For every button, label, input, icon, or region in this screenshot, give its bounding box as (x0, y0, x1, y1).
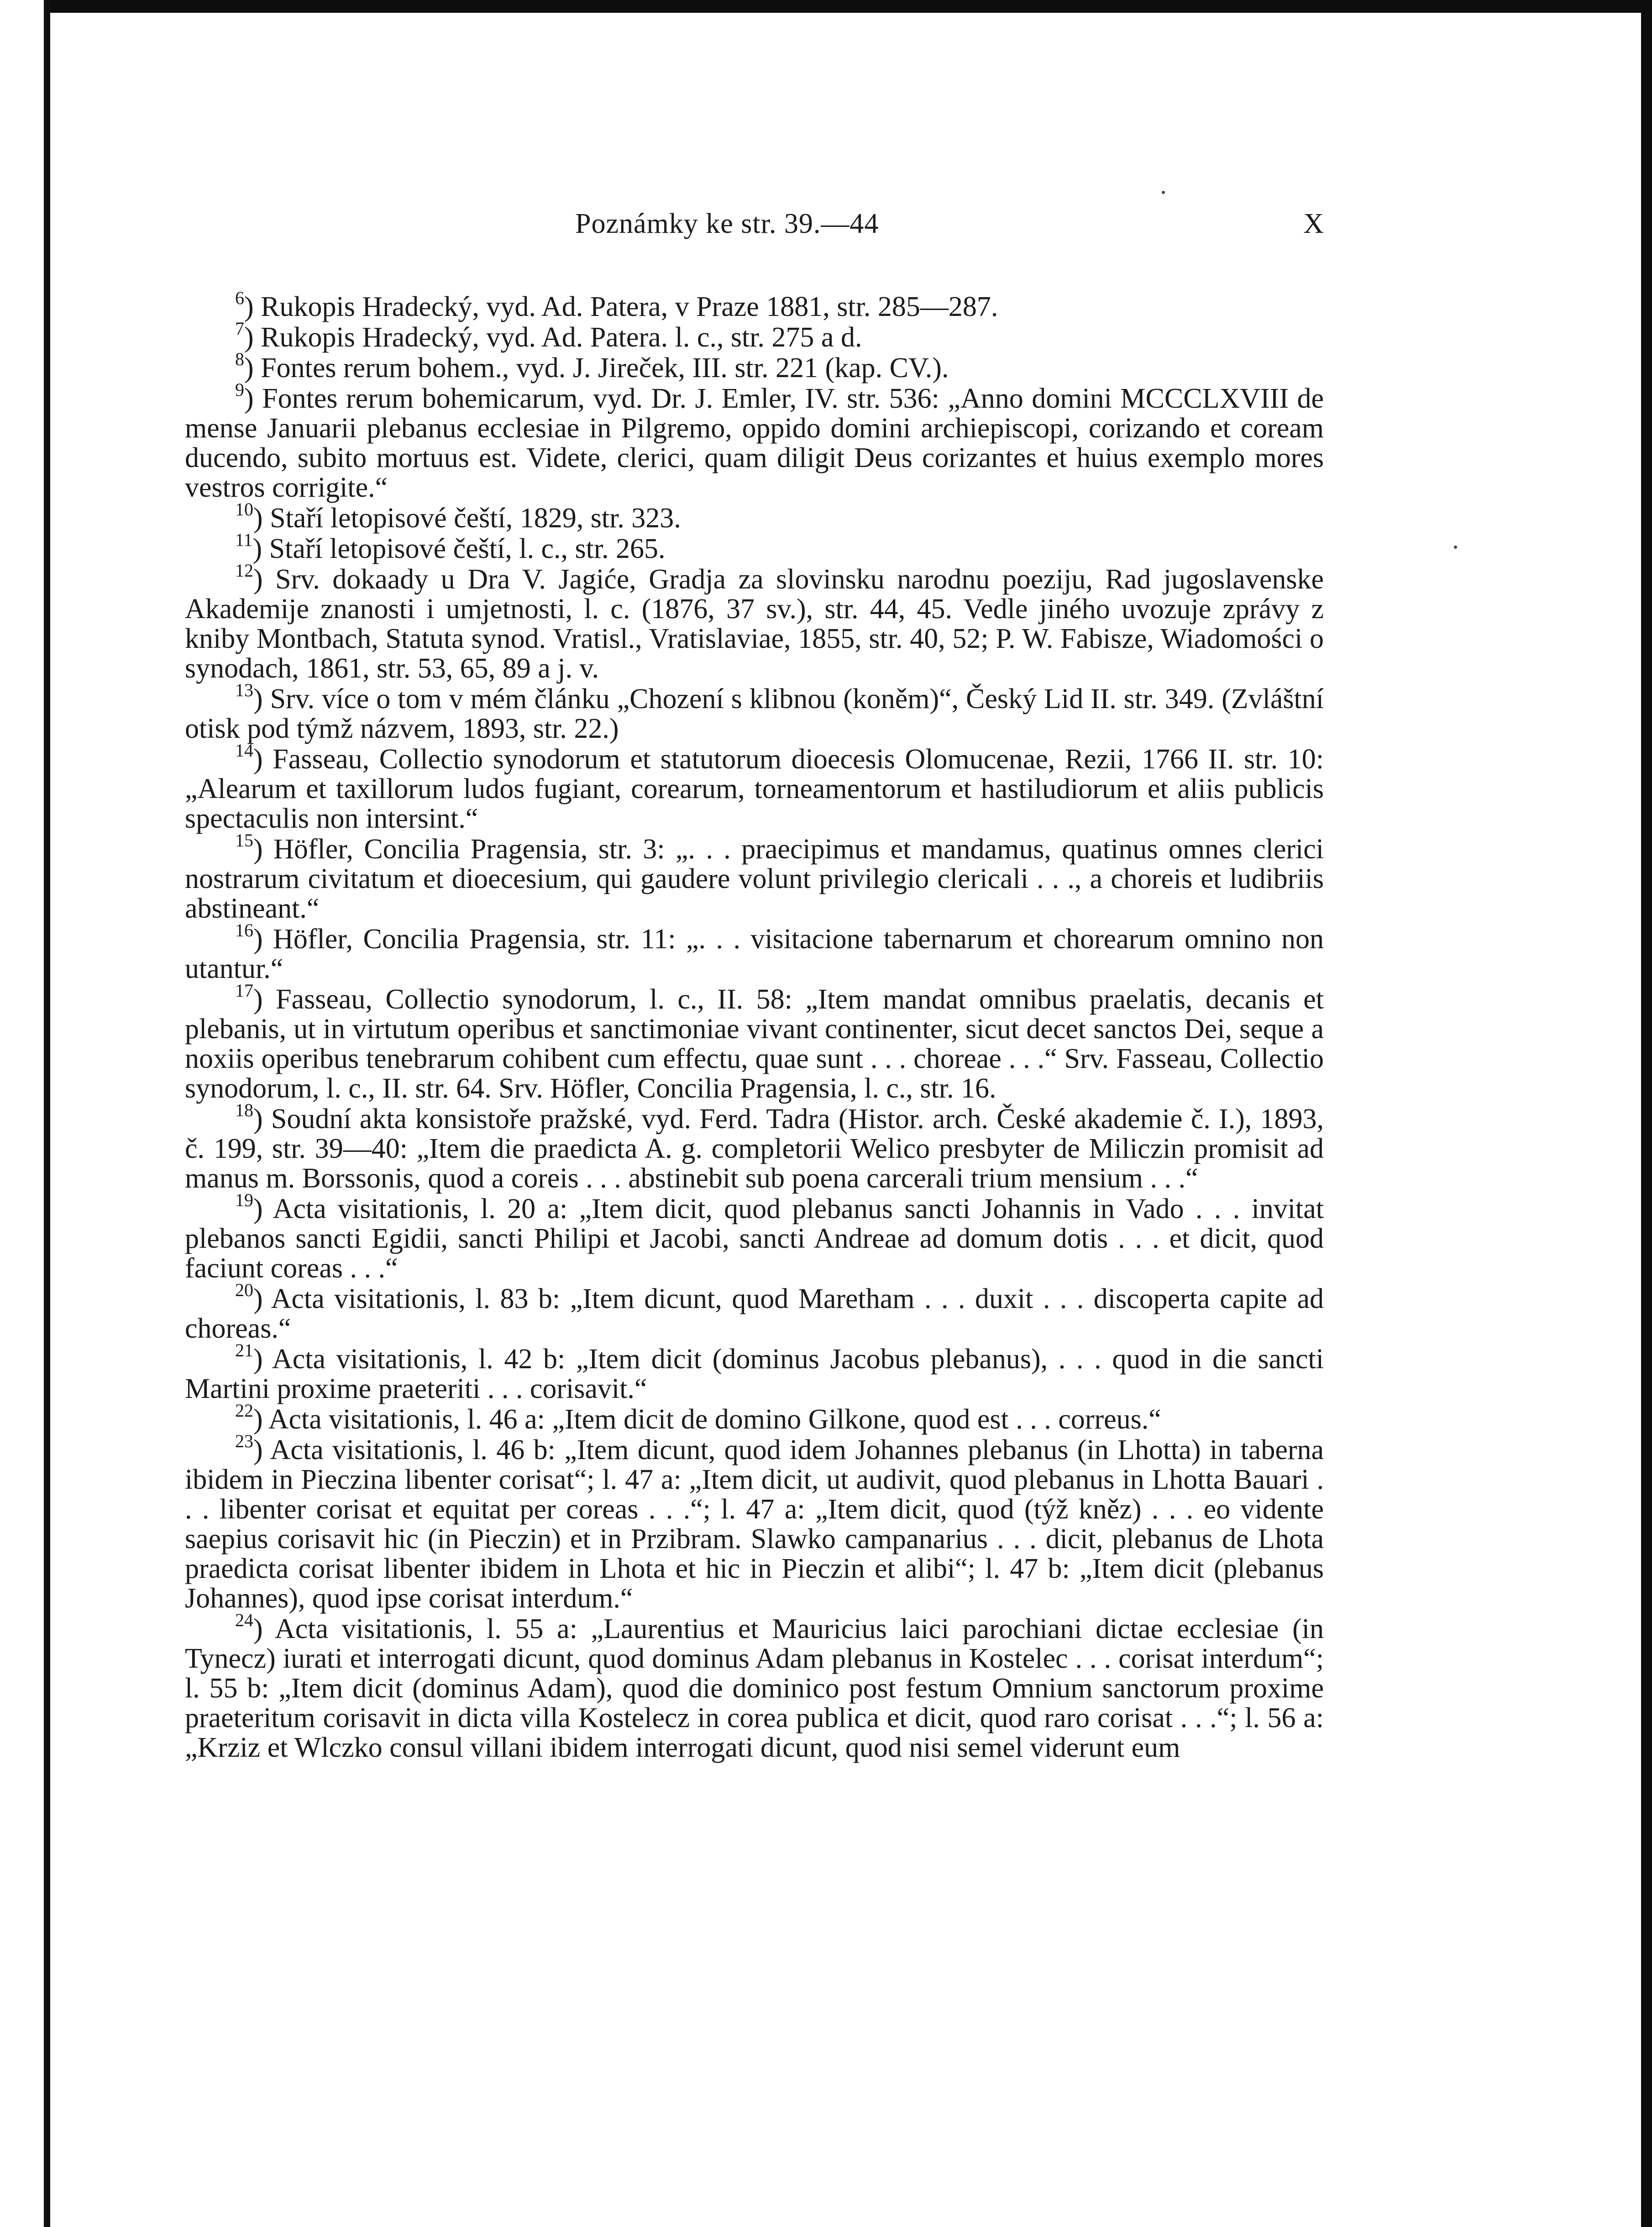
footnote-text: Rukopis Hradecký, vyd. Ad. Patera. l. c., str. 275 a d. (261, 322, 862, 353)
footnote-text: Soudní akta konsistoře pražské, vyd. Ferd. Tadra (Histor. arch. České akademie č. I.), 1893, č. 199, str. 39—40: „Item die praedicta A. g. completorii Welico presbyter de Miliczin promisit ad manus m. Borssonis, quod a coreis . . . abstinebit sub poena carcerali trium mensium . . .“ (185, 1103, 1324, 1194)
footnote-10: $^{10}$) Staří letopisové čeští, 1829, str. 323. (235, 499, 681, 534)
scan-speck (1162, 191, 1165, 194)
running-head-title: Poznámky ke str. 39.—44 (575, 208, 879, 239)
footnote-23: $^{23}$) Acta visitationis, l. 46 b: „Item dicunt, quod idem Johannes plebanus (in Lhotta) in taberna ibidem in Pieczina libenter corisat“; l. 47 a: „Item dicit, ut audivit, quod plebanus in Lhotta Bauari . . . libenter corisat et equitat per coreas . . .“; l. 47 a: „Item dicit, quod (týž kněz) . . . eo vidente saepius corisavit hic (in Pieczin) et in Przibram. Slawko campanarius . . . dicit, plebanus de Lhota praedicta corisat libenter ibidem in Lhota et hic in Pieczin et alibi“; l. 47 b: „Item dicit (plebanus Johannes), quod ipse corisat interdum.“ (185, 1431, 1324, 1614)
page-folio: X (1303, 208, 1324, 239)
footnote-marker: 22 (235, 1400, 253, 1421)
footnote-18: $^{18}$) Soudní akta konsistoře pražské, vyd. Ferd. Tadra (Histor. arch. České akademie č. I.), 1893, č. 199, str. 39—40: „Item die praedicta A. g. completorii Welico presbyter de Miliczin promisit ad manus m. Borssonis, quod a coreis . . . abstinebit sub poena carcerali trium mensium . . .“ (185, 1100, 1324, 1194)
footnote-text: Srv. dokaady u Dra V. Jagiće, Gradja za slovinsku narodnu poeziju, Rad jugoslavenske Akademije znanosti i umjetnosti, l. c. (1876, 37 sv.), str. 44, 45. Vedle jiného uvozuje zprávy z kniby Montbach, Statuta synod. Vratisl., Vratislaviae, 1855, str. 40, 52; P. W. Fabisze, Wiadomości o synodach, 1861, str. 53, 65, 89 a j. v. (185, 564, 1324, 684)
footnote-text: Acta visitationis, l. 42 b: „Item dicit (dominus Jacobus plebanus), . . . quod in die sancti Martini proxime praeteriti . . . corisavit.“ (185, 1344, 1324, 1404)
footnote-text: Acta visitationis, l. 20 a: „Item dicit, quod plebanus sancti Johannis in Vado . . . invitat plebanos sancti Egidii, sancti Philipi et Jacobi, sancti Andreae ad domum dotis . . . et dicit, quod faciunt coreas . . .“ (185, 1193, 1324, 1284)
footnote-text: Staří letopisové čeští, l. c., str. 265. (269, 533, 666, 564)
footnote-16: $^{16}$) Höfler, Concilia Pragensia, str. 11: „. . . visitacione tabernarum et chorearum omnino non utantur.“ (185, 920, 1324, 984)
scan-left-border (44, 0, 50, 2227)
footnote-text: Rukopis Hradecký, vyd. Ad. Patera, v Praze 1881, str. 285—287. (261, 291, 998, 322)
footnote-marker: 13 (235, 680, 253, 700)
footnote-marker: 11 (235, 530, 253, 550)
footnote-text: Fasseau, Collectio synodorum, l. c., II. 58: „Item mandat omnibus praelatis, decanis et plebanis, ut in virtutum operibus et sanctimoniae vivant continenter, sicut decet sanctos Dei, seque a noxiis operibus tenebrarum cohibent cum effectu, quae sunt . . . choreae . . .“ Srv. Fasseau, Collectio synodorum, l. c., II. str. 64. Srv. Höfler, Concilia Pragensia, l. c., str. 16. (185, 984, 1324, 1104)
footnote-marker: 20 (235, 1280, 253, 1300)
footnote-text: Srv. více o tom v mém článku „Chození s klibnou (koněm)“, Český Lid II. str. 349. (Zvláštní otisk pod týmž názvem, 1893, str. 22.) (185, 683, 1324, 744)
footnote-text: Höfler, Concilia Pragensia, str. 11: „. . . visitacione tabernarum et chorearum omnino non utantur.“ (185, 924, 1324, 984)
running-header (185, 208, 1324, 244)
footnote-text: Staří letopisové čeští, 1829, str. 323. (270, 503, 681, 534)
footnote-text: Höfler, Concilia Pragensia, str. 3: „. . . praecipimus et mandamus, quatinus omnes clerici nostrarum civitatum et dioecesium, qui gaudere volunt privilegio clericali . . ., a choreis et ludibriis abstineant.“ (185, 834, 1324, 924)
footnote-text: Acta visitationis, l. 46 b: „Item dicunt, quod idem Johannes plebanus (in Lhotta) in taberna ibidem in Pieczina libenter corisat“; l. 47 a: „Item dicit, ut audivit, quod plebanus in Lhotta Bauari . . . libenter corisat et equitat per coreas . . .“; l. 47 a: „Item dicit, quod (týž kněz) . . . eo vidente saepius corisavit hic (in Pieczin) et in Przibram. Slawko campanarius . . . dicit, plebanus de Lhota praedicta corisat libenter ibidem in Lhota et hic in Pieczin et alibi“; l. 47 b: „Item dicit (plebanus Johannes), quod ipse corisat interdum.“ (185, 1434, 1324, 1614)
footnote-text: Acta visitationis, l. 83 b: „Item dicunt, quod Maretham . . . duxit . . . discoperta capite ad choreas.“ (185, 1283, 1324, 1344)
footnote-text: Acta visitationis, l. 55 a: „Laurentius et Mauricius laici parochiani dictae ecclesiae (in Tynecz) iurati et interrogati dicunt, quod dominus Adam plebanus in Kostelec . . . corisat interdum“; l. 55 b: „Item dicit (dominus Adam), quod die dominico post festum Omnium sanctorum proxime praeteritum corisavit in dicta villa Kostelecz in corea publica et dicit, quod raro corisat . . .“; l. 56 a: „Krziz et Wlczko consul villani ibidem interrogati dicunt, quod nisi semel viderunt eum (185, 1613, 1324, 1763)
footnote-marker: 8 (235, 349, 244, 369)
footnote-text: Fasseau, Collectio synodorum et statutorum dioecesis Olomucenae, Rezii, 1766 II. str. 10: „Alearum et taxillorum ludos fugiant, corearum, torneamentorum et hastiludiorum et aliis publicis spectaculis non intersint.“ (185, 744, 1324, 834)
footnote-marker: 18 (235, 1100, 253, 1120)
footnote-11: $^{11}$) Staří letopisové čeští, l. c., str. 265. (235, 530, 666, 564)
footnote-marker: 12 (235, 560, 253, 581)
footnote-text: Acta visitationis, l. 46 a: „Item dicit de domino Gilkone, quod est . . . correus.“ (268, 1404, 1161, 1435)
footnote-marker: 21 (235, 1340, 253, 1360)
footnote-marker: 16 (235, 920, 253, 940)
footnote-marker: 23 (235, 1431, 253, 1451)
footnote-14: $^{14}$) Fasseau, Collectio synodorum et statutorum dioecesis Olomucenae, Rezii, 1766 II. str. 10: „Alearum et taxillorum ludos fugiant, corearum, torneamentorum et hastiludiorum et aliis publicis spectaculis non intersint.“ (185, 740, 1324, 834)
footnote-marker: 15 (235, 830, 253, 851)
footnote-12: $^{12}$) Srv. dokaady u Dra V. Jagiće, Gradja za slovinsku narodnu poeziju, Rad jugoslavenske Akademije znanosti i umjetnosti, l. c. (1876, 37 sv.), str. 44, 45. Vedle jiného uvozuje zprávy z kniby Montbach, Statuta synod. Vratisl., Vratislaviae, 1855, str. 40, 52; P. W. Fabisze, Wiadomości o synodach, 1861, str. 53, 65, 89 a j. v. (185, 560, 1324, 684)
footnote-21: $^{21}$) Acta visitationis, l. 42 b: „Item dicit (dominus Jacobus plebanus), . . . quod in die sancti Martini proxime praeteriti . . . corisavit.“ (185, 1340, 1324, 1404)
footnotes-block (185, 288, 1324, 2196)
footnote-17: $^{17}$) Fasseau, Collectio synodorum, l. c., II. 58: „Item mandat omnibus praelatis, decanis et plebanis, ut in virtutum operibus et sanctimoniae vivant continenter, sicut decet sanctos Dei, seque a noxiis operibus tenebrarum cohibent cum effectu, quae sunt . . . choreae . . .“ Srv. Fasseau, Collectio synodorum, l. c., II. str. 64. Srv. Höfler, Concilia Pragensia, l. c., str. 16. (185, 980, 1324, 1104)
footnote-13: $^{13}$) Srv. více o tom v mém článku „Chození s klibnou (koněm)“, Český Lid II. str. 349. (Zvláštní otisk pod týmž názvem, 1893, str. 22.) (185, 680, 1324, 744)
footnote-marker: 19 (235, 1190, 253, 1210)
scan-top-border (46, 0, 1652, 13)
footnote-marker: 24 (235, 1610, 253, 1630)
footnote-20: $^{20}$) Acta visitationis, l. 83 b: „Item dicunt, quod Maretham . . . duxit . . . discoperta capite ad choreas.“ (185, 1280, 1324, 1344)
footnote-6: $^6$) Rukopis Hradecký, vyd. Ad. Patera, v Praze 1881, str. 285—287. (235, 288, 998, 322)
footnote-marker: 10 (235, 499, 253, 520)
scan-speck (1454, 546, 1457, 549)
footnote-8: $^8$) Fontes rerum bohem., vyd. J. Jireček, III. str. 221 (kap. CV.). (235, 349, 949, 383)
footnote-marker: 17 (235, 980, 253, 1001)
footnote-marker: 6 (235, 288, 244, 308)
footnote-19: $^{19}$) Acta visitationis, l. 20 a: „Item dicit, quod plebanus sancti Johannis in Vado . . . invitat plebanos sancti Egidii, sancti Philipi et Jacobi, sancti Andreae ad domum dotis . . . et dicit, quod faciunt coreas . . .“ (185, 1190, 1324, 1284)
footnote-marker: 14 (235, 740, 253, 761)
footnote-22: $^{22}$) Acta visitationis, l. 46 a: „Item dicit de domino Gilkone, quod est . . . correus.“ (235, 1400, 1161, 1435)
footnote-7: $^7$) Rukopis Hradecký, vyd. Ad. Patera. l. c., str. 275 a d. (235, 318, 862, 353)
scan-right-border (1641, 0, 1652, 2227)
footnote-marker: 9 (235, 379, 244, 400)
footnote-text: Fontes rerum bohemicarum, vyd. Dr. J. Emler, IV. str. 536: „Anno domini MCCCLXVIII de mense Januarii plebanus ecclesiae in Pilgremo, oppido domini archiepiscopi, corizando et coream ducendo, subito mortuus est. Videte, clerici, quam diligit Deus corizantes et huius exemplo mores vestros corrigite.“ (185, 383, 1324, 503)
footnote-15: $^{15}$) Höfler, Concilia Pragensia, str. 3: „. . . praecipimus et mandamus, quatinus omnes clerici nostrarum civitatum et dioecesium, qui gaudere volunt privilegio clericali . . ., a choreis et ludibriis abstineant.“ (185, 830, 1324, 924)
footnote-text: Fontes rerum bohem., vyd. J. Jireček, III. str. 221 (kap. CV.). (261, 352, 949, 383)
footnote-marker: 7 (235, 318, 244, 339)
footnote-24: $^{24}$) Acta visitationis, l. 55 a: „Laurentius et Mauricius laici parochiani dictae ecclesiae (in Tynecz) iurati et interrogati dicunt, quod dominus Adam plebanus in Kostelec . . . corisat interdum“; l. 55 b: „Item dicit (dominus Adam), quod die dominico post festum Omnium sanctorum proxime praeteritum corisavit in dicta villa Kostelecz in corea publica et dicit, quod raro corisat . . .“; l. 56 a: „Krziz et Wlczko consul villani ibidem interrogati dicunt, quod nisi semel viderunt eum (185, 1610, 1324, 1763)
footnote-9: $^9$) Fontes rerum bohemicarum, vyd. Dr. J. Emler, IV. str. 536: „Anno domini MCCCLXVIII de mense Januarii plebanus ecclesiae in Pilgremo, oppido domini archiepiscopi, corizando et coream ducendo, subito mortuus est. Videte, clerici, quam diligit Deus corizantes et huius exemplo mores vestros corrigite.“ (185, 379, 1324, 503)
